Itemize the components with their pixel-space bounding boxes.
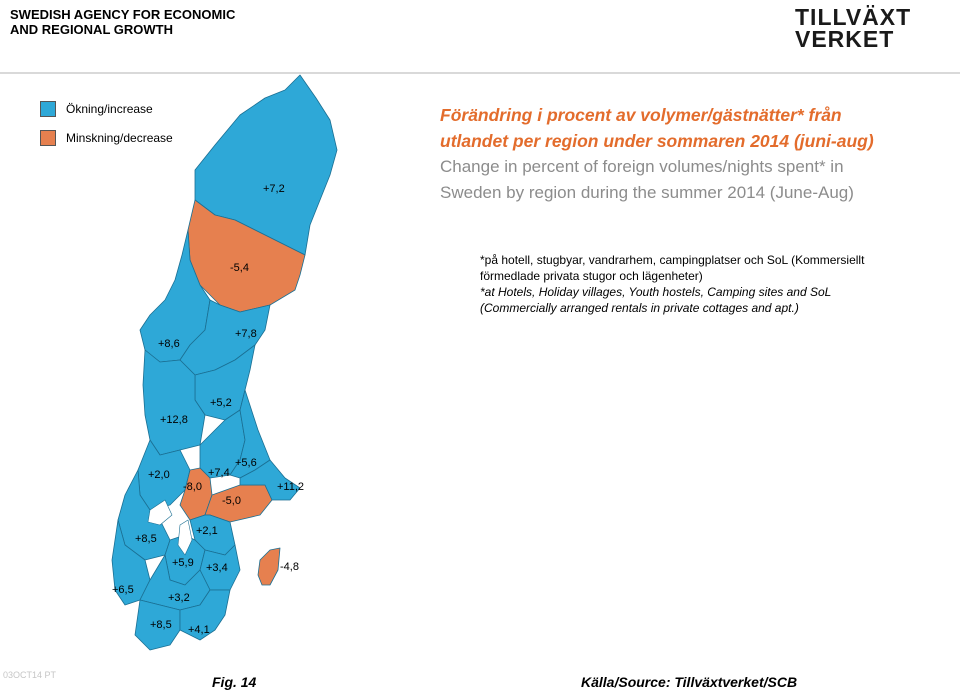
region-label-9: +5,6	[235, 457, 257, 469]
region-label-10: -8,0	[183, 481, 202, 493]
region-label-11: -5,0	[222, 495, 241, 507]
region-label-13: +8,5	[135, 533, 157, 545]
region-label-21: +4,1	[188, 624, 210, 636]
region-label-2: -5,4	[230, 262, 249, 274]
source-credit: Källa/Source: Tillväxtverket/SCB	[581, 674, 798, 690]
region-label-18: +6,5	[112, 584, 134, 596]
region-label-20: +8,5	[150, 619, 172, 631]
agency-name-line2: AND REGIONAL GROWTH	[10, 22, 173, 37]
region-label-15: +5,9	[172, 557, 194, 569]
title-swedish-line1: Förändring i procent av volymer/gästnätter* från	[440, 105, 842, 125]
region-label-17: -4,8	[280, 561, 299, 573]
region-label-19: +3,2	[168, 592, 190, 604]
note-english-line1: *at Hotels, Holiday villages, Youth hostels, Camping sites and SoL	[480, 285, 832, 299]
figure-number: Fig. 14	[212, 674, 257, 690]
region-label-7: +2,0	[148, 469, 170, 481]
agency-name-line1: SWEDISH AGENCY FOR ECONOMIC	[10, 7, 236, 22]
region-label-12: +11,2	[277, 481, 305, 493]
region-label-1: +7,2	[263, 183, 285, 195]
title-english-line2: Sweden by region during the summer 2014 (June-Aug)	[440, 183, 854, 202]
note-swedish-line2: förmedlade privata stugor och lägenheter)	[480, 269, 703, 283]
region-label-5: +5,2	[210, 397, 232, 409]
region-shape-17	[258, 548, 280, 585]
note-swedish-line1: *på hotell, stugbyar, vandrarhem, campingplatser och SoL (Kommersiellt	[480, 253, 865, 267]
region-label-16: +3,4	[206, 562, 228, 574]
region-label-8: +7,4	[208, 467, 230, 479]
logo-line2: VERKET	[795, 26, 895, 52]
note-english-line2: (Commercially arranged rentals in private cottages and apt.)	[480, 301, 799, 315]
region-label-6: +12,8	[160, 414, 188, 426]
region-label-4: +7,8	[235, 328, 257, 340]
legend-label-increase: Ökning/increase	[66, 102, 153, 116]
legend-label-decrease: Minskning/decrease	[66, 131, 173, 145]
title-swedish-line2: utlandet per region under sommaren 2014 (juni-aug)	[440, 131, 874, 151]
logo-line1: TILLVÄXT	[795, 4, 912, 30]
title-english-line1: Change in percent of foreign volumes/nights spent* in	[440, 157, 844, 176]
region-label-14: +2,1	[196, 525, 218, 537]
region-label-3: +8,6	[158, 338, 180, 350]
footer-date: 03OCT14 PT	[3, 670, 57, 680]
